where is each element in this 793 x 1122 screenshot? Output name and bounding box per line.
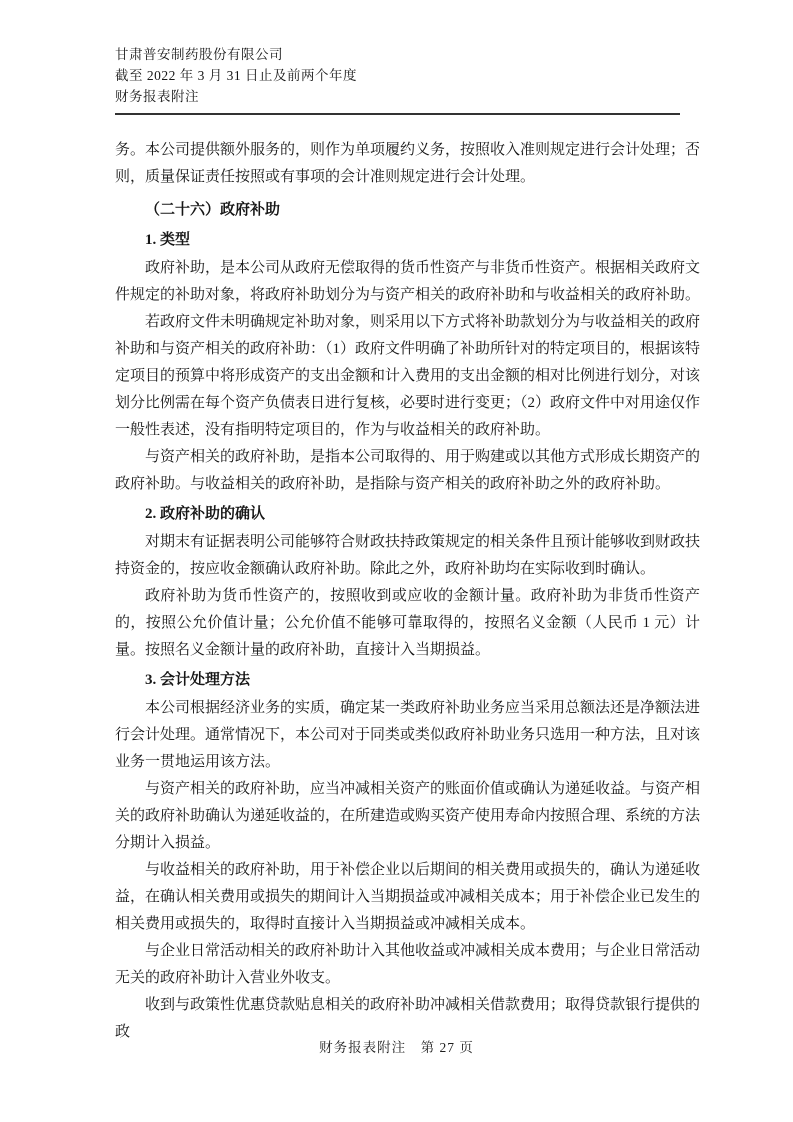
paragraph: 收到与政策性优惠贷款贴息相关的政府补助冲减相关借款费用；取得贷款银行提供的政 xyxy=(115,997,701,1040)
paragraph: 本公司根据经济业务的实质，确定某一类政府补助业务应当采用总额法还是净额法进行会计处理。通常情况下，本公司对于同类或类似政府补助业务只选用一种方法，且对该业务一贯地运用该方法。 xyxy=(115,700,701,770)
document-title: 财务报表附注 xyxy=(115,89,199,104)
paragraph: 与企业日常活动相关的政府补助计入其他收益或冲减相关成本费用；与企业日常活动无关的政府补助计入营业外收支。 xyxy=(115,943,701,986)
paragraph: 政府补助，是本公司从政府无偿取得的货币性资产与非货币性资产。根据相关政府文件规定的补助对象，将政府补助划分为与资产相关的政府补助和与收益相关的政府补助。 xyxy=(115,260,701,303)
subsection-heading: 1. 类型 xyxy=(145,232,191,248)
page-footer: 财务报表附注 第 27 页 xyxy=(319,1040,474,1055)
paragraph: 务。本公司提供额外服务的，则作为单项履约义务，按照收入准则规定进行会计处理；否则，质量保证责任按照或有事项的会计准则规定进行会计处理。 xyxy=(115,142,701,185)
header-divider xyxy=(115,113,680,115)
paragraph: 对期末有证据表明公司能够符合财政扶持政策规定的相关条件且预计能够收到财政扶持资金的，按应收金额确认政府补助。除此之外，政府补助均在实际收到时确认。 xyxy=(115,534,701,577)
page-content xyxy=(115,44,700,1046)
subsection-heading: 2. 政府补助的确认 xyxy=(145,506,266,522)
document-body xyxy=(115,137,700,1046)
subsection-heading: 3. 会计处理方法 xyxy=(145,672,251,688)
report-period: 截至 2022 年 3 月 31 日止及前两个年度 xyxy=(115,68,357,83)
paragraph: 与资产相关的政府补助，是指本公司取得的、用于购建或以其他方式形成长期资产的政府补助。与收益相关的政府补助，是指除与资产相关的政府补助之外的政府补助。 xyxy=(115,449,701,492)
document-header xyxy=(115,44,700,107)
paragraph: 与收益相关的政府补助，用于补偿企业以后期间的相关费用或损失的，确认为递延收益，在确认相关费用或损失的期间计入当期损益或冲减相关成本；用于补偿企业已发生的相关费用或损失的，取得时直接计入当期损益或冲减相关成本。 xyxy=(115,862,701,932)
paragraph: 政府补助为货币性资产的，按照收到或应收的金额计量。政府补助为非货币性资产的，按照公允价值计量；公允价值不能够可靠取得的，按照名义金额（人民币 1 元）计量。按照名义金额计量的政府补助，直接计入当期损益。 xyxy=(115,588,700,658)
company-name: 甘肃普安制药股份有限公司 xyxy=(115,47,283,62)
paragraph: 与资产相关的政府补助，应当冲减相关资产的账面价值或确认为递延收益。与资产相关的政府补助确认为递延收益的，在所建造或购买资产使用寿命内按照合理、系统的方法分期计入损益。 xyxy=(115,781,701,851)
paragraph: 若政府文件未明确规定补助对象，则采用以下方式将补助款划分为与收益相关的政府补助和与资产相关的政府补助：（1）政府文件明确了补助所针对的特定项目的，根据该特定项目的预算中将形成资产的支出金额和计入费用的支出金额的相对比例进行划分，对该划分比例需在每个资产负债表日进行复核，必要时进行变更；（2）政府文件中对用途仅作一般性表述，没有指明特定项目的，作为与收益相关的政府补助。 xyxy=(115,314,701,438)
section-heading: （二十六）政府补助 xyxy=(145,202,281,218)
